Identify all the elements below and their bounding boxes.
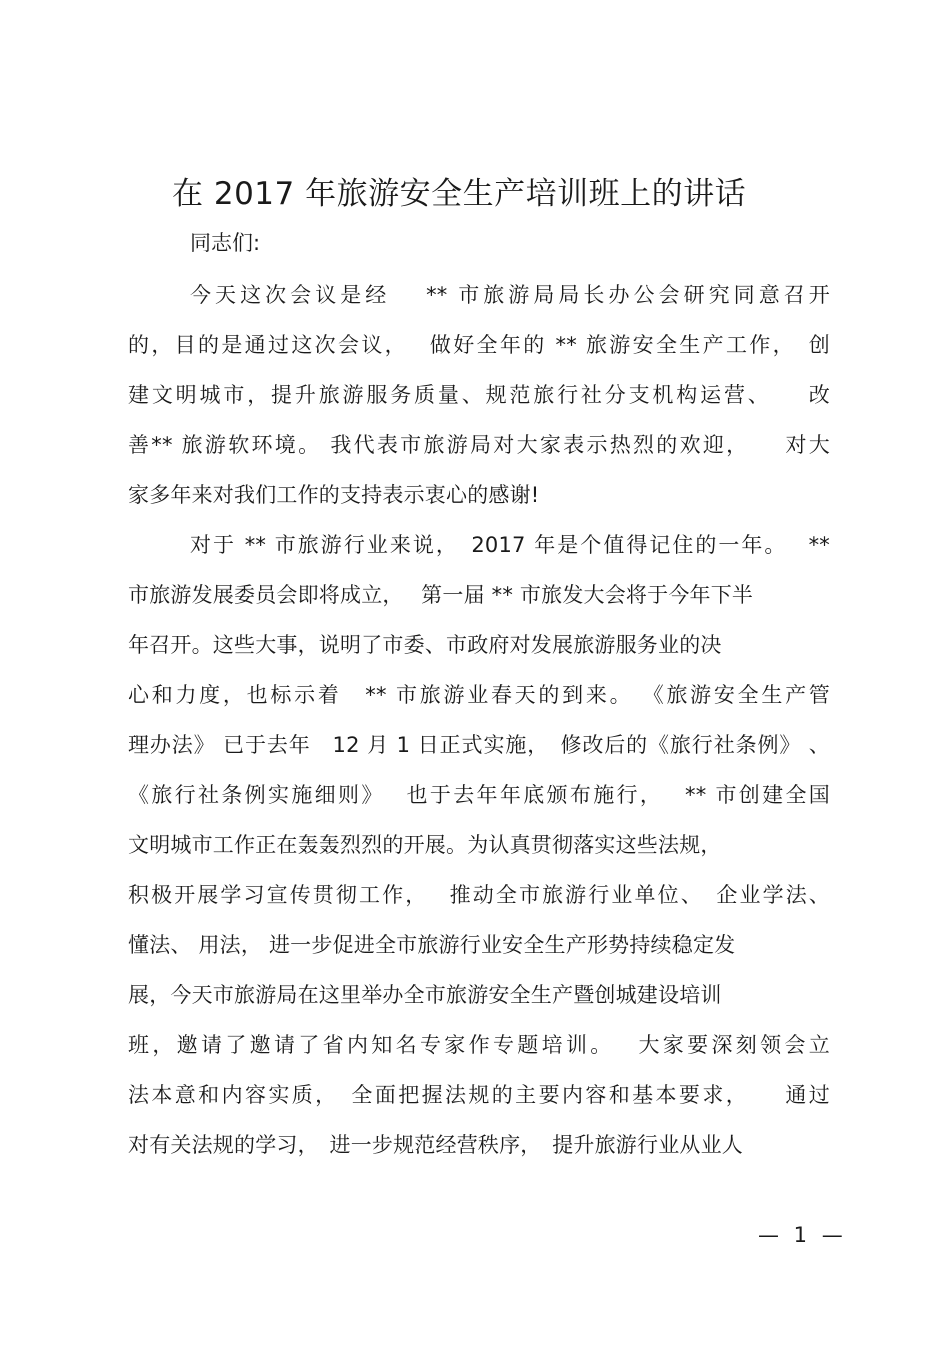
- body-line: 《旅行社条例实施细则》 也于去年年底颁布施行， ** 市创建全国: [128, 783, 830, 807]
- body-line: 年召开。这些大事，说明了市委、市政府对发展旅游服务业的决: [128, 633, 722, 657]
- body-line: 积极开展学习宣传贯彻工作， 推动全市旅游行业单位、 企业学法、: [128, 883, 830, 907]
- body-line: 班，邀请了邀请了省内知名专家作专题培训。 大家要深刻领会立: [128, 1033, 830, 1057]
- body-line: 对于 ** 市旅游行业来说， 2017 年是个值得记住的一年。 **: [190, 533, 830, 557]
- body-line: 文明城市工作正在轰轰烈烈的开展。为认真贯彻落实这些法规，: [128, 833, 722, 857]
- body-line: 善** 旅游软环境。 我代表市旅游局对大家表示热烈的欢迎， 对大: [128, 433, 830, 457]
- body-line: 理办法》 已于去年 12 月 1 日正式实施， 修改后的《旅行社条例》 、: [128, 733, 830, 757]
- body-line: 懂法、 用法， 进一步促进全市旅游行业安全生产形势持续稳定发: [128, 933, 736, 957]
- page-number: — 1 —: [758, 1223, 847, 1247]
- body-line: 展，今天市旅游局在这里举办全市旅游安全生产暨创城建设培训: [128, 983, 722, 1007]
- document-title: 在 2017 年旅游安全生产培训班上的讲话: [172, 176, 747, 212]
- body-line: 家多年来对我们工作的支持表示衷心的感谢!: [128, 483, 540, 507]
- body-line: 心和力度，也标示着 ** 市旅游业春天的到来。 《旅游安全生产管: [128, 683, 830, 707]
- body-line: 今天这次会议是经 ** 市旅游局局长办公会研究同意召开: [190, 283, 830, 307]
- body-line: 的，目的是通过这次会议， 做好全年的 ** 旅游安全生产工作， 创: [128, 333, 830, 357]
- body-line: 对有关法规的学习， 进一步规范经营秩序， 提升旅游行业从业人: [128, 1133, 743, 1157]
- body-line: 市旅游发展委员会即将成立， 第一届 ** 市旅发大会将于今年下半: [128, 583, 754, 607]
- body-line: 建文明城市，提升旅游服务质量、规范旅行社分支机构运营、 改: [128, 383, 830, 407]
- body-line: 法本意和内容实质， 全面把握法规的主要内容和基本要求， 通过: [128, 1083, 830, 1107]
- salutation: 同志们:: [190, 231, 261, 255]
